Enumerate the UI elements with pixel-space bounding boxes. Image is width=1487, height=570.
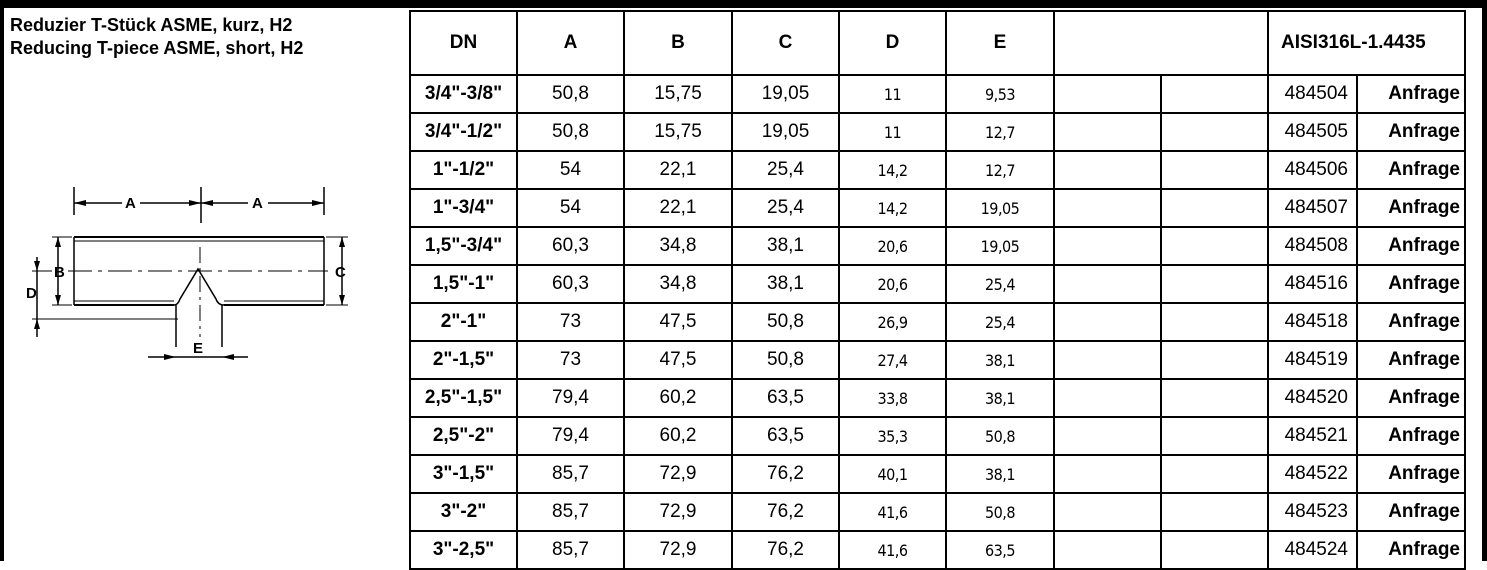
title-english: Reducing T-piece ASME, short, H2 bbox=[10, 38, 304, 58]
header-a: A bbox=[517, 11, 624, 75]
cell-availability: Anfrage bbox=[1357, 151, 1465, 189]
cell-d: 14,2 bbox=[839, 189, 946, 227]
cell-e: 12,7 bbox=[946, 113, 1054, 151]
cell-blank-2 bbox=[1161, 189, 1268, 227]
cell-d: 11 bbox=[839, 113, 946, 151]
cell-article-number: 484523 bbox=[1268, 493, 1357, 531]
cell-c: 63,5 bbox=[732, 417, 839, 455]
cell-availability: Anfrage bbox=[1357, 189, 1465, 227]
table-row bbox=[410, 379, 1465, 417]
table-row bbox=[410, 227, 1465, 265]
cell-b: 60,2 bbox=[624, 417, 732, 455]
cell-dn: 3"-2,5" bbox=[410, 531, 517, 569]
cell-dn: 2"-1" bbox=[410, 303, 517, 341]
cell-c: 25,4 bbox=[732, 189, 839, 227]
cell-article-number: 484519 bbox=[1268, 341, 1357, 379]
cell-availability: Anfrage bbox=[1357, 75, 1465, 113]
cell-dn: 2,5"-2" bbox=[410, 417, 517, 455]
cell-availability: Anfrage bbox=[1357, 417, 1465, 455]
cell-e: 25,4 bbox=[946, 303, 1054, 341]
cell-blank-2 bbox=[1161, 531, 1268, 569]
header-b: B bbox=[624, 11, 732, 75]
table-row bbox=[410, 417, 1465, 455]
cell-blank-2 bbox=[1161, 341, 1268, 379]
cell-c: 38,1 bbox=[732, 265, 839, 303]
cell-blank-1 bbox=[1054, 493, 1161, 531]
cell-a: 85,7 bbox=[517, 493, 624, 531]
cell-e: 25,4 bbox=[946, 265, 1054, 303]
cell-availability: Anfrage bbox=[1357, 303, 1465, 341]
cell-article-number: 484524 bbox=[1268, 531, 1357, 569]
right-border bbox=[1482, 0, 1487, 561]
cell-blank-1 bbox=[1054, 113, 1161, 151]
cell-a: 50,8 bbox=[517, 113, 624, 151]
table-row bbox=[410, 151, 1465, 189]
cell-blank-1 bbox=[1054, 303, 1161, 341]
cell-article-number: 484507 bbox=[1268, 189, 1357, 227]
cell-d: 41,6 bbox=[839, 531, 946, 569]
cell-e: 38,1 bbox=[946, 379, 1054, 417]
cell-b: 72,9 bbox=[624, 531, 732, 569]
cell-article-number: 484521 bbox=[1268, 417, 1357, 455]
cell-d: 26,9 bbox=[839, 303, 946, 341]
cell-article-number: 484520 bbox=[1268, 379, 1357, 417]
cell-b: 15,75 bbox=[624, 113, 732, 151]
table-row bbox=[410, 531, 1465, 569]
cell-blank-2 bbox=[1161, 151, 1268, 189]
cell-a: 54 bbox=[517, 189, 624, 227]
header-dn: DN bbox=[410, 11, 517, 75]
cell-d: 20,6 bbox=[839, 265, 946, 303]
title-german: Reduzier T-Stück ASME, kurz, H2 bbox=[10, 15, 293, 35]
cell-a: 85,7 bbox=[517, 531, 624, 569]
cell-blank-1 bbox=[1054, 455, 1161, 493]
cell-blank-2 bbox=[1161, 455, 1268, 493]
cell-e: 38,1 bbox=[946, 455, 1054, 493]
cell-dn: 1"-3/4" bbox=[410, 189, 517, 227]
cell-availability: Anfrage bbox=[1357, 455, 1465, 493]
cell-article-number: 484518 bbox=[1268, 303, 1357, 341]
cell-c: 76,2 bbox=[732, 455, 839, 493]
cell-b: 15,75 bbox=[624, 75, 732, 113]
cell-availability: Anfrage bbox=[1357, 379, 1465, 417]
cell-b: 34,8 bbox=[624, 265, 732, 303]
cell-a: 79,4 bbox=[517, 417, 624, 455]
cell-e: 50,8 bbox=[946, 417, 1054, 455]
table-row bbox=[410, 189, 1465, 227]
table-row bbox=[410, 265, 1465, 303]
cell-e: 9,53 bbox=[946, 75, 1054, 113]
cell-dn: 2"-1,5" bbox=[410, 341, 517, 379]
cell-a: 79,4 bbox=[517, 379, 624, 417]
cell-blank-1 bbox=[1054, 341, 1161, 379]
cell-blank-1 bbox=[1054, 379, 1161, 417]
cell-dn: 2,5"-1,5" bbox=[410, 379, 517, 417]
cell-article-number: 484508 bbox=[1268, 227, 1357, 265]
cell-d: 20,6 bbox=[839, 227, 946, 265]
table-row bbox=[410, 75, 1465, 113]
cell-c: 50,8 bbox=[732, 303, 839, 341]
table-row bbox=[410, 113, 1465, 151]
cell-availability: Anfrage bbox=[1357, 341, 1465, 379]
table-row bbox=[410, 303, 1465, 341]
cell-dn: 1"-1/2" bbox=[410, 151, 517, 189]
cell-blank-1 bbox=[1054, 227, 1161, 265]
left-border bbox=[0, 0, 4, 561]
cell-b: 60,2 bbox=[624, 379, 732, 417]
dim-label-e: E bbox=[193, 340, 204, 357]
cell-dn: 3"-1,5" bbox=[410, 455, 517, 493]
cell-blank-2 bbox=[1161, 493, 1268, 531]
cell-b: 22,1 bbox=[624, 151, 732, 189]
cell-blank-2 bbox=[1161, 265, 1268, 303]
cell-article-number: 484504 bbox=[1268, 75, 1357, 113]
cell-a: 73 bbox=[517, 303, 624, 341]
cell-c: 25,4 bbox=[732, 151, 839, 189]
dim-label-a-left: A bbox=[125, 195, 136, 212]
cell-e: 12,7 bbox=[946, 151, 1054, 189]
header-c: C bbox=[732, 11, 839, 75]
cell-blank-2 bbox=[1161, 227, 1268, 265]
cell-d: 11 bbox=[839, 75, 946, 113]
table-header-row bbox=[410, 11, 1465, 75]
cell-blank-1 bbox=[1054, 75, 1161, 113]
cell-article-number: 484516 bbox=[1268, 265, 1357, 303]
cell-availability: Anfrage bbox=[1357, 113, 1465, 151]
cell-a: 54 bbox=[517, 151, 624, 189]
dim-label-d: D bbox=[26, 285, 37, 302]
dim-label-c: C bbox=[335, 264, 346, 281]
cell-availability: Anfrage bbox=[1357, 531, 1465, 569]
cell-blank-2 bbox=[1161, 113, 1268, 151]
cell-e: 19,05 bbox=[946, 189, 1054, 227]
cell-a: 73 bbox=[517, 341, 624, 379]
cell-blank-1 bbox=[1054, 265, 1161, 303]
cell-availability: Anfrage bbox=[1357, 493, 1465, 531]
cell-c: 63,5 bbox=[732, 379, 839, 417]
cell-dn: 1,5"-1" bbox=[410, 265, 517, 303]
cell-c: 76,2 bbox=[732, 493, 839, 531]
cell-d: 41,6 bbox=[839, 493, 946, 531]
cell-c: 50,8 bbox=[732, 341, 839, 379]
cell-d: 27,4 bbox=[839, 341, 946, 379]
cell-c: 19,05 bbox=[732, 113, 839, 151]
header-e: E bbox=[946, 11, 1054, 75]
cell-blank-2 bbox=[1161, 379, 1268, 417]
cell-d: 35,3 bbox=[839, 417, 946, 455]
cell-b: 34,8 bbox=[624, 227, 732, 265]
cell-d: 33,8 bbox=[839, 379, 946, 417]
cell-a: 60,3 bbox=[517, 265, 624, 303]
cell-dn: 3"-2" bbox=[410, 493, 517, 531]
table-row bbox=[410, 341, 1465, 379]
cell-article-number: 484506 bbox=[1268, 151, 1357, 189]
t-piece-drawing bbox=[28, 187, 358, 372]
cell-d: 40,1 bbox=[839, 455, 946, 493]
cell-b: 47,5 bbox=[624, 303, 732, 341]
cell-blank-2 bbox=[1161, 75, 1268, 113]
cell-dn: 3/4"-3/8" bbox=[410, 75, 517, 113]
cell-blank-2 bbox=[1161, 303, 1268, 341]
cell-blank-1 bbox=[1054, 151, 1161, 189]
product-title bbox=[10, 14, 405, 60]
cell-blank-1 bbox=[1054, 531, 1161, 569]
cell-b: 72,9 bbox=[624, 493, 732, 531]
header-blank bbox=[1054, 11, 1268, 75]
cell-d: 14,2 bbox=[839, 151, 946, 189]
cell-article-number: 484505 bbox=[1268, 113, 1357, 151]
cell-b: 47,5 bbox=[624, 341, 732, 379]
cell-e: 63,5 bbox=[946, 531, 1054, 569]
cell-blank-1 bbox=[1054, 189, 1161, 227]
cell-a: 60,3 bbox=[517, 227, 624, 265]
dim-label-b: B bbox=[54, 264, 65, 281]
cell-article-number: 484522 bbox=[1268, 455, 1357, 493]
cell-dn: 1,5"-3/4" bbox=[410, 227, 517, 265]
dimension-table bbox=[409, 10, 1466, 570]
cell-availability: Anfrage bbox=[1357, 265, 1465, 303]
cell-e: 19,05 bbox=[946, 227, 1054, 265]
dim-label-a-right: A bbox=[252, 195, 263, 212]
cell-c: 76,2 bbox=[732, 531, 839, 569]
top-border bbox=[0, 0, 1487, 8]
cell-e: 38,1 bbox=[946, 341, 1054, 379]
cell-a: 50,8 bbox=[517, 75, 624, 113]
cell-blank-2 bbox=[1161, 417, 1268, 455]
cell-availability: Anfrage bbox=[1357, 227, 1465, 265]
header-d: D bbox=[839, 11, 946, 75]
table-row bbox=[410, 455, 1465, 493]
cell-e: 50,8 bbox=[946, 493, 1054, 531]
cell-c: 19,05 bbox=[732, 75, 839, 113]
cell-blank-1 bbox=[1054, 417, 1161, 455]
cell-c: 38,1 bbox=[732, 227, 839, 265]
cell-dn: 3/4"-1/2" bbox=[410, 113, 517, 151]
cell-b: 72,9 bbox=[624, 455, 732, 493]
cell-b: 22,1 bbox=[624, 189, 732, 227]
header-material: AISI316L-1.4435 bbox=[1268, 11, 1465, 75]
table-row bbox=[410, 493, 1465, 531]
cell-a: 85,7 bbox=[517, 455, 624, 493]
